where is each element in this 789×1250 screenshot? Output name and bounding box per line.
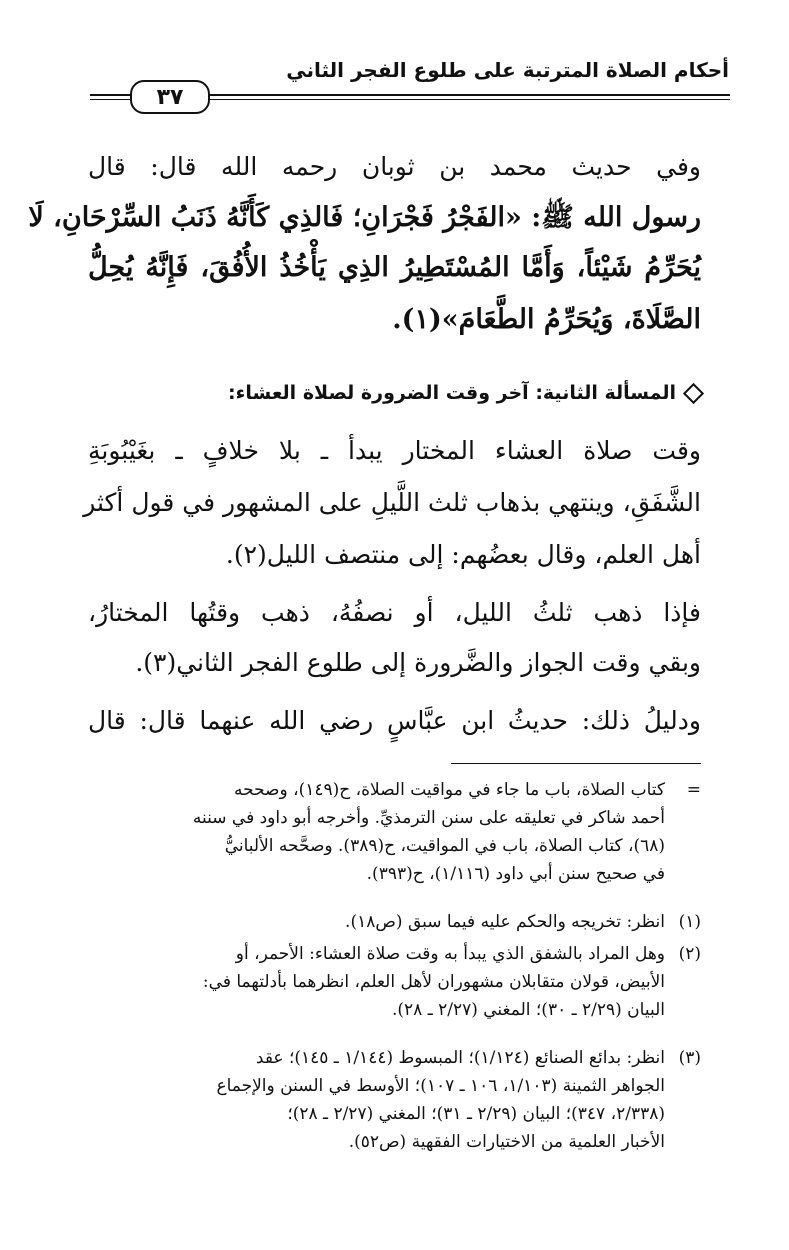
running-header-title: أحكام الصلاة المترتبة على طلوع الفجر الثاني <box>286 58 729 82</box>
footnote-marker: = <box>686 780 701 800</box>
footnote-line: (٢/٣٣٨، ٣٤٧)؛ البيان (٢/٢٩ ـ ٣١)؛ المغني (٢/٢٧ ـ ٢٨)؛ <box>287 1104 665 1124</box>
footnote-line: الأخبار العلمية من الاختيارات الفقهية (ص٥٢). <box>348 1132 665 1152</box>
paragraph-line: ودليلُ ذلك: حديثُ ابن عبَّاسٍ رضي الله عنهما قال: قال <box>88 706 701 735</box>
footnote-line: في صحيح سنن أبي داود (١/١١٦)، ح(٣٩٣). <box>366 864 665 884</box>
page-number: ٣٧ <box>130 80 210 114</box>
hadith-text-line: رسول الله ﷺ: «الفَجْرُ فَجْرَانِ؛ فَالذِي كَأَنَّهُ ذَنَبُ السِّرْحَانِ، لَا <box>28 202 701 233</box>
header-rule <box>210 99 730 100</box>
footnote-continued <box>88 776 701 888</box>
footnote-line: الجواهر الثمينة (١/١٠٣، ١٠٦ ـ ١٠٧)؛ الأوسط في السنن والإجماع <box>216 1076 665 1096</box>
footnote-line: أحمد شاكر في تعليقه على سنن الترمذيِّ. وأخرجه أبو داود في سننه <box>192 808 665 828</box>
hadith-text-line: الصَّلَاةَ، وَيُحَرِّمُ الطَّعَامَ»(١). <box>392 304 701 335</box>
paragraph-line: وفي حديث محمد بن ثوبان رحمه الله قال: قال <box>88 152 701 181</box>
diamond-bullet-icon <box>683 383 704 404</box>
header-rule <box>90 99 130 100</box>
header-rule <box>210 94 730 96</box>
paragraph-line: وبقي وقت الجواز والضَّرورة إلى طلوع الفجر الثاني(٣). <box>135 648 701 677</box>
footnote-line: انظر: تخريجه والحكم عليه فيما سبق (ص١٨). <box>345 912 665 932</box>
paragraph-line: فإذا ذهب ثلثُ الليل، أو نصفُهُ، ذهب وقتُها المختارُ، <box>88 598 701 627</box>
footnote-line: كتاب الصلاة، باب ما جاء في مواقيت الصلاة، ح(١٤٩)، وصححه <box>234 780 665 800</box>
footnote-marker: (٢) <box>678 944 701 964</box>
footnote-line: (٦٨)، كتاب الصلاة، باب في المواقيت، ح(٣٨٩). وصحَّحه الألبانيُّ <box>224 836 665 856</box>
footnote-marker: (١) <box>678 912 701 932</box>
paragraph-line: أهل العلم، وقال بعضُهم: إلى منتصف الليل(٢). <box>225 540 701 569</box>
footnote-2 <box>88 940 701 1024</box>
footnote-line: البيان (٢/٢٩ ـ ٣٠)؛ المغني (٢/٢٧ ـ ٢٨). <box>391 1000 665 1020</box>
header-rule <box>90 94 130 96</box>
footnote-separator <box>451 763 701 764</box>
hadith-text-line: يُحَرِّمُ شَيْئاً، وَأَمَّا المُسْتَطِيرُ الذِي يَأْخُذُ الأُفُقَ، فَإِنَّهُ يُحِلُّ <box>88 252 701 283</box>
footnote-1 <box>88 908 701 936</box>
footnote-line: الأبيض، قولان متقابلان مشهوران لأهل العلم، انظرهما بأدلتهما في: <box>202 972 665 992</box>
footnote-line: انظر: بدائع الصنائع (١/١٢٤)؛ المبسوط (١/١٤٤ ـ ١٤٥)؛ عقد <box>255 1048 665 1068</box>
section-heading: المسألة الثانية: آخر وقت الضرورة لصلاة العشاء: <box>228 382 701 404</box>
footnote-marker: (٣) <box>678 1048 701 1068</box>
paragraph-line: وقت صلاة العشاء المختار يبدأ ـ بلا خلافٍ ـ بغَيْبُوبَةِ <box>88 436 701 465</box>
footnote-3 <box>88 1044 701 1156</box>
paragraph-line: الشَّفَقِ، وينتهي بذهاب ثلث اللَّيلِ على المشهور في قول أكثر <box>83 488 701 517</box>
footnote-line: وهل المراد بالشفق الذي يبدأ به وقت صلاة العشاء: الأحمر، أو <box>235 944 665 964</box>
